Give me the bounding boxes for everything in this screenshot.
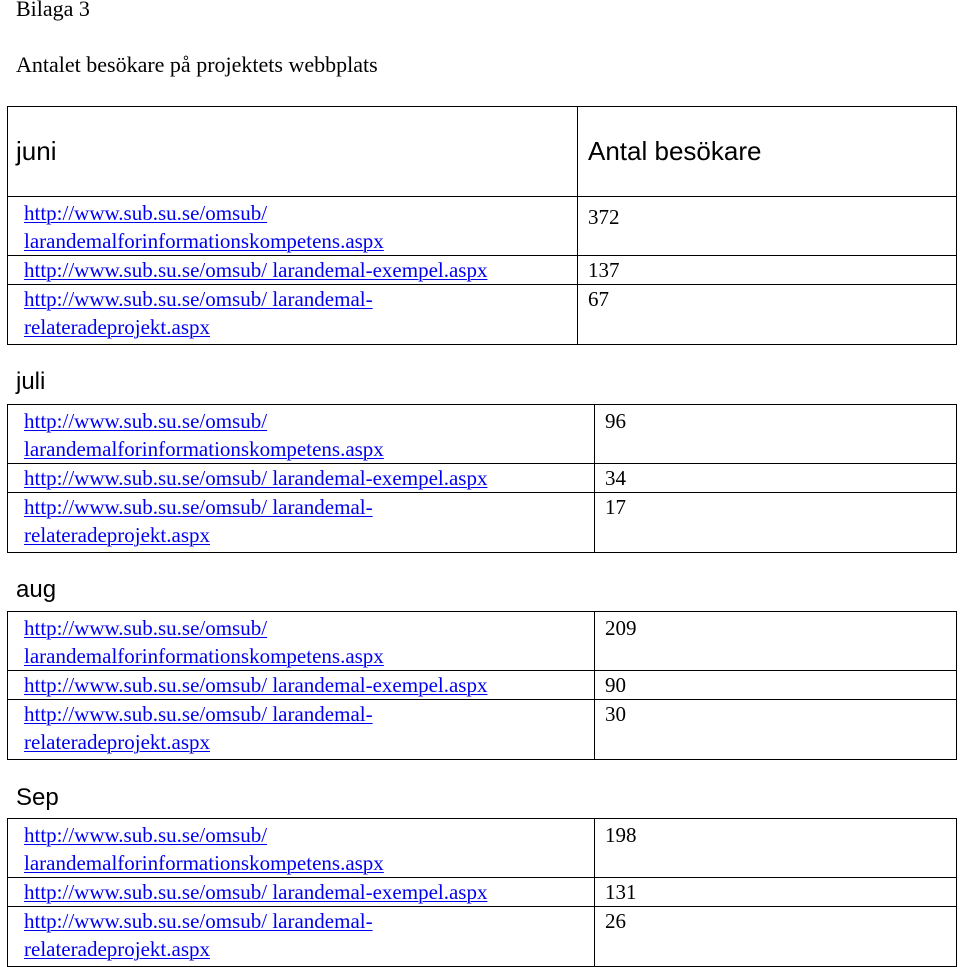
url-cell xyxy=(8,819,595,878)
header-count-label: Antal besökare xyxy=(578,107,957,197)
header-month: juni xyxy=(8,107,578,197)
url-cell xyxy=(8,464,595,493)
url-link-relaterade[interactable]: http://www.sub.su.se/omsub/ larandemal- xyxy=(24,702,373,726)
url-link-relaterade[interactable]: http://www.sub.su.se/omsub/ larandemal- xyxy=(24,909,373,933)
url-link-relaterade[interactable]: http://www.sub.su.se/omsub/ larandemal- xyxy=(24,287,373,311)
url-link-larandemal-cont[interactable]: larandemalforinformationskompetens.aspx xyxy=(24,644,384,668)
table-row xyxy=(8,612,957,671)
month-heading-juli: juli xyxy=(16,368,46,395)
count-cell: 198 xyxy=(595,819,957,878)
url-cell xyxy=(8,671,595,700)
count-cell: 209 xyxy=(595,612,957,671)
url-link-larandemal[interactable]: http://www.sub.su.se/omsub/ xyxy=(24,616,268,640)
table-row xyxy=(8,878,957,907)
url-link-larandemal[interactable]: http://www.sub.su.se/omsub/ xyxy=(24,823,268,847)
count-cell: 26 xyxy=(595,907,957,967)
url-cell xyxy=(8,907,595,967)
table-row xyxy=(8,464,957,493)
url-cell xyxy=(8,197,578,256)
table-header-row xyxy=(8,107,957,197)
url-link-relaterade-cont[interactable]: relateradeprojekt.aspx xyxy=(24,315,210,339)
count-cell: 67 xyxy=(578,285,957,345)
table-row xyxy=(8,671,957,700)
url-link-exempel[interactable]: http://www.sub.su.se/omsub/ larandemal-exempel.aspx xyxy=(24,880,488,904)
table-row xyxy=(8,700,957,760)
url-link-larandemal-cont[interactable]: larandemalforinformationskompetens.aspx xyxy=(24,229,384,253)
table-row xyxy=(8,493,957,553)
url-cell xyxy=(8,878,595,907)
stats-table-juli xyxy=(7,404,957,553)
document-title: Antalet besökare på projektets webbplats xyxy=(16,52,378,77)
url-cell xyxy=(8,493,595,553)
url-link-relaterade[interactable]: http://www.sub.su.se/omsub/ larandemal- xyxy=(24,495,373,519)
url-link-larandemal-cont[interactable]: larandemalforinformationskompetens.aspx xyxy=(24,437,384,461)
url-link-exempel[interactable]: http://www.sub.su.se/omsub/ larandemal-exempel.aspx xyxy=(24,466,488,490)
stats-table-sep xyxy=(7,818,957,967)
url-link-relaterade-cont[interactable]: relateradeprojekt.aspx xyxy=(24,523,210,547)
table-row xyxy=(8,907,957,967)
url-link-larandemal-cont[interactable]: larandemalforinformationskompetens.aspx xyxy=(24,851,384,875)
document-label: Bilaga 3 xyxy=(16,0,90,21)
month-heading-sep: Sep xyxy=(16,784,59,811)
count-cell: 131 xyxy=(595,878,957,907)
url-link-larandemal[interactable]: http://www.sub.su.se/omsub/ xyxy=(24,409,268,433)
count-cell: 30 xyxy=(595,700,957,760)
table-row xyxy=(8,285,957,345)
count-cell: 137 xyxy=(578,256,957,285)
table-row xyxy=(8,819,957,878)
url-link-exempel[interactable]: http://www.sub.su.se/omsub/ larandemal-exempel.aspx xyxy=(24,673,488,697)
url-link-exempel[interactable]: http://www.sub.su.se/omsub/ larandemal-exempel.aspx xyxy=(24,258,488,282)
stats-table-juni xyxy=(7,106,957,345)
count-cell: 17 xyxy=(595,493,957,553)
table-row xyxy=(8,197,957,256)
url-link-larandemal[interactable]: http://www.sub.su.se/omsub/ xyxy=(24,201,268,225)
url-link-relaterade-cont[interactable]: relateradeprojekt.aspx xyxy=(24,937,210,961)
url-cell xyxy=(8,405,595,464)
url-cell xyxy=(8,256,578,285)
table-row xyxy=(8,405,957,464)
count-cell: 96 xyxy=(595,405,957,464)
url-cell xyxy=(8,612,595,671)
table-row xyxy=(8,256,957,285)
url-link-relaterade-cont[interactable]: relateradeprojekt.aspx xyxy=(24,730,210,754)
month-heading-aug: aug xyxy=(16,576,57,603)
count-cell: 372 xyxy=(578,197,957,256)
count-cell: 34 xyxy=(595,464,957,493)
stats-table-aug xyxy=(7,611,957,760)
url-cell xyxy=(8,285,578,345)
url-cell xyxy=(8,700,595,760)
count-cell: 90 xyxy=(595,671,957,700)
